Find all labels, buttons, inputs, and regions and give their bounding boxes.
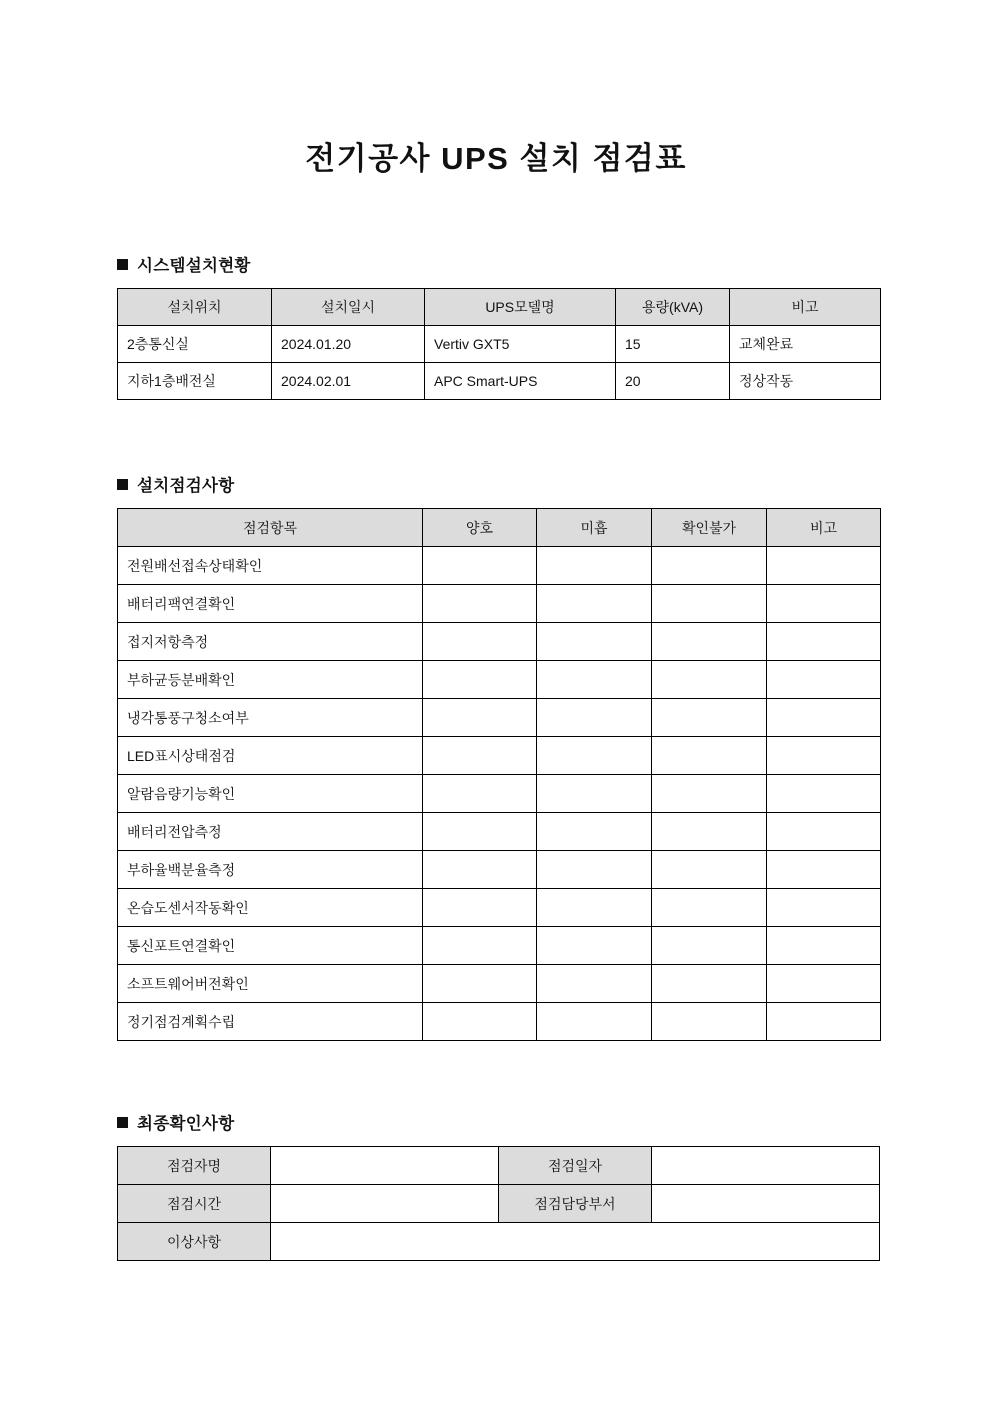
- column-header-insufficient: 미흡: [537, 509, 652, 547]
- checkbox-insufficient[interactable]: [537, 813, 652, 851]
- checkbox-good[interactable]: [423, 737, 537, 775]
- cell-remarks[interactable]: [767, 585, 881, 623]
- checkbox-unverifiable[interactable]: [652, 661, 767, 699]
- table-row: [118, 851, 881, 889]
- label-inspection-time: 점검시간: [118, 1185, 271, 1223]
- cell-remarks[interactable]: [767, 775, 881, 813]
- section-heading-checklist-label: 설치점검사항: [137, 477, 235, 495]
- checkbox-insufficient[interactable]: [537, 699, 652, 737]
- checkbox-insufficient[interactable]: [537, 547, 652, 585]
- checklist-item-label: 부하율백분율측정: [118, 851, 423, 889]
- checkbox-insufficient[interactable]: [537, 1003, 652, 1041]
- cell-remarks: 교체완료: [730, 326, 881, 363]
- checkbox-unverifiable[interactable]: [652, 737, 767, 775]
- cell-install-date: 2024.01.20: [272, 326, 425, 363]
- section-heading-system: [117, 252, 251, 276]
- square-bullet-icon: [117, 259, 128, 270]
- checkbox-good[interactable]: [423, 547, 537, 585]
- square-bullet-icon: [117, 1117, 128, 1128]
- cell-remarks[interactable]: [767, 1003, 881, 1041]
- final-confirmation-table: [117, 1146, 880, 1261]
- checkbox-unverifiable[interactable]: [652, 1003, 767, 1041]
- table-row: [118, 775, 881, 813]
- page-title: 전기공사 UPS 설치 점검표: [305, 141, 687, 176]
- checklist-item-label: 부하균등분배확인: [118, 661, 423, 699]
- checklist-item-label: 배터리팩연결확인: [118, 585, 423, 623]
- checkbox-insufficient[interactable]: [537, 623, 652, 661]
- checkbox-insufficient[interactable]: [537, 889, 652, 927]
- table-row: [118, 623, 881, 661]
- checkbox-good[interactable]: [423, 1003, 537, 1041]
- checkbox-good[interactable]: [423, 927, 537, 965]
- checkbox-unverifiable[interactable]: [652, 851, 767, 889]
- checklist-item-label: 통신포트연결확인: [118, 927, 423, 965]
- system-install-table: [117, 288, 881, 400]
- checkbox-insufficient[interactable]: [537, 965, 652, 1003]
- column-header-ups-model: UPS모델명: [425, 289, 616, 326]
- checkbox-unverifiable[interactable]: [652, 623, 767, 661]
- table-row: [118, 661, 881, 699]
- checkbox-unverifiable[interactable]: [652, 889, 767, 927]
- table-row: [118, 1185, 880, 1223]
- label-inspection-date: 점검일자: [499, 1147, 652, 1185]
- checklist-item-label: 소프트웨어버전확인: [118, 965, 423, 1003]
- checkbox-good[interactable]: [423, 623, 537, 661]
- checkbox-good[interactable]: [423, 889, 537, 927]
- checkbox-insufficient[interactable]: [537, 927, 652, 965]
- checkbox-unverifiable[interactable]: [652, 699, 767, 737]
- checkbox-good[interactable]: [423, 699, 537, 737]
- checkbox-unverifiable[interactable]: [652, 585, 767, 623]
- column-header-install-location: 설치위치: [118, 289, 272, 326]
- cell-ups-model: Vertiv GXT5: [425, 326, 616, 363]
- checkbox-insufficient[interactable]: [537, 585, 652, 623]
- table-header-row: [118, 509, 881, 547]
- table-row: [118, 737, 881, 775]
- checkbox-good[interactable]: [423, 661, 537, 699]
- column-header-install-date: 설치일시: [272, 289, 425, 326]
- cell-remarks[interactable]: [767, 661, 881, 699]
- column-header-unverifiable: 확인불가: [652, 509, 767, 547]
- field-issues[interactable]: [271, 1223, 880, 1261]
- section-heading-final-label: 최종확인사항: [137, 1115, 235, 1133]
- table-row: [118, 699, 881, 737]
- cell-remarks: 정상작동: [730, 363, 881, 400]
- checkbox-insufficient[interactable]: [537, 661, 652, 699]
- table-row: [118, 1003, 881, 1041]
- column-header-check-item: 점검항목: [118, 509, 423, 547]
- table-row: [118, 889, 881, 927]
- checkbox-unverifiable[interactable]: [652, 965, 767, 1003]
- cell-remarks[interactable]: [767, 965, 881, 1003]
- table-row: [118, 813, 881, 851]
- table-row: [118, 547, 881, 585]
- cell-remarks[interactable]: [767, 623, 881, 661]
- cell-remarks[interactable]: [767, 813, 881, 851]
- checklist-item-label: 온습도센서작동확인: [118, 889, 423, 927]
- cell-ups-model: APC Smart-UPS: [425, 363, 616, 400]
- checkbox-insufficient[interactable]: [537, 851, 652, 889]
- cell-remarks[interactable]: [767, 737, 881, 775]
- column-header-remarks: 비고: [767, 509, 881, 547]
- checklist-item-label: 냉각통풍구청소여부: [118, 699, 423, 737]
- table-row: [118, 326, 881, 363]
- table-row: [118, 927, 881, 965]
- label-inspection-department: 점검담당부서: [499, 1185, 652, 1223]
- column-header-good: 양호: [423, 509, 537, 547]
- cell-install-location: 지하1층배전실: [118, 363, 272, 400]
- cell-install-location: 2층통신실: [118, 326, 272, 363]
- checklist-item-label: 접지저항측정: [118, 623, 423, 661]
- field-inspection-department[interactable]: [652, 1185, 880, 1223]
- checkbox-good[interactable]: [423, 965, 537, 1003]
- checkbox-good[interactable]: [423, 775, 537, 813]
- checkbox-insufficient[interactable]: [537, 737, 652, 775]
- table-row: [118, 1223, 880, 1261]
- column-header-remarks: 비고: [730, 289, 881, 326]
- checklist-item-label: 알람음량기능확인: [118, 775, 423, 813]
- field-inspector-name[interactable]: [271, 1147, 499, 1185]
- table-row: [118, 585, 881, 623]
- field-inspection-time[interactable]: [271, 1185, 499, 1223]
- checkbox-unverifiable[interactable]: [652, 775, 767, 813]
- checkbox-unverifiable[interactable]: [652, 927, 767, 965]
- checkbox-unverifiable[interactable]: [652, 813, 767, 851]
- column-header-capacity: 용량(kVA): [616, 289, 730, 326]
- checkbox-good[interactable]: [423, 813, 537, 851]
- checkbox-good[interactable]: [423, 851, 537, 889]
- label-inspector-name: 점검자명: [118, 1147, 271, 1185]
- field-inspection-date[interactable]: [652, 1147, 880, 1185]
- checklist-item-label: 배터리전압측정: [118, 813, 423, 851]
- cell-capacity: 20: [616, 363, 730, 400]
- section-heading-system-label: 시스템설치현황: [137, 257, 251, 275]
- cell-remarks[interactable]: [767, 547, 881, 585]
- checkbox-insufficient[interactable]: [537, 775, 652, 813]
- table-row: [118, 363, 881, 400]
- checkbox-unverifiable[interactable]: [652, 547, 767, 585]
- label-issues: 이상사항: [118, 1223, 271, 1261]
- cell-remarks[interactable]: [767, 927, 881, 965]
- table-row: [118, 1147, 880, 1185]
- section-heading-checklist: [117, 472, 234, 496]
- cell-remarks[interactable]: [767, 851, 881, 889]
- cell-install-date: 2024.02.01: [272, 363, 425, 400]
- section-heading-final: [117, 1110, 234, 1134]
- table-header-row: [118, 289, 881, 326]
- square-bullet-icon: [117, 479, 128, 490]
- table-row: [118, 965, 881, 1003]
- cell-capacity: 15: [616, 326, 730, 363]
- cell-remarks[interactable]: [767, 699, 881, 737]
- checklist-item-label: 전원배선접속상태확인: [118, 547, 423, 585]
- cell-remarks[interactable]: [767, 889, 881, 927]
- checklist-item-label: 정기점검계획수립: [118, 1003, 423, 1041]
- checklist-item-label: LED표시상태점검: [118, 737, 423, 775]
- install-checklist-table: [117, 508, 881, 1041]
- checkbox-good[interactable]: [423, 585, 537, 623]
